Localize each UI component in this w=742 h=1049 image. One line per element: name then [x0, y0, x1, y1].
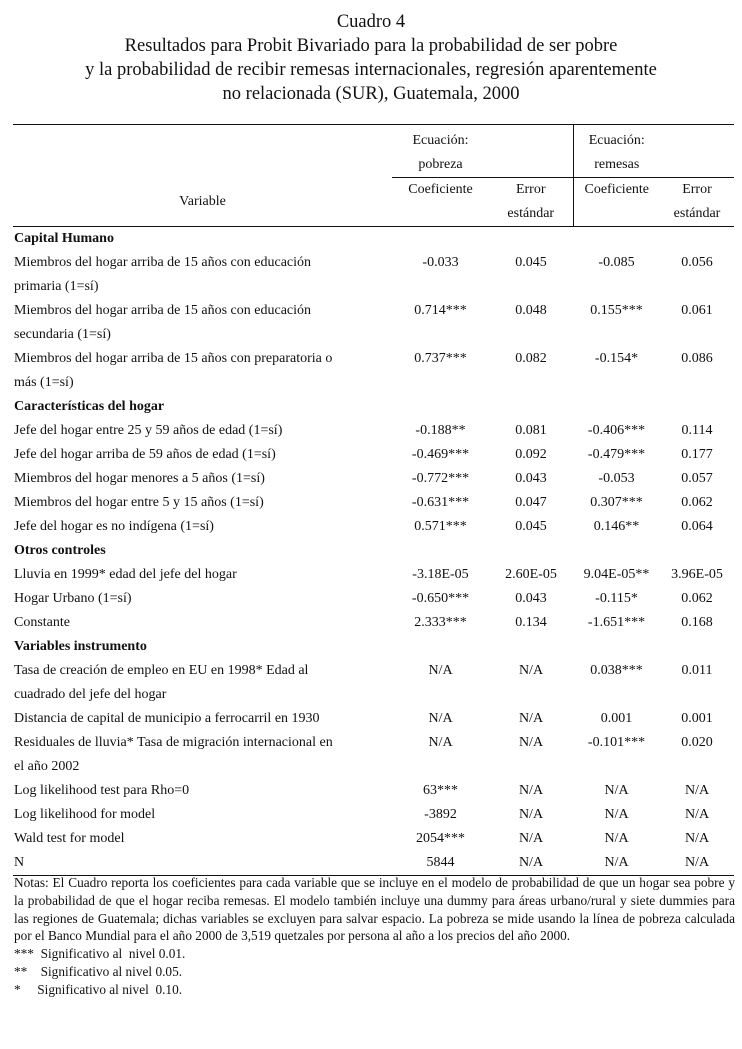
- table-number: Cuadro 4: [336, 12, 406, 32]
- table-row: [13, 491, 734, 515]
- eq-pov-label-b: pobreza: [418, 157, 463, 172]
- significance-note-2: ** Significativo al nivel 0.05.: [14, 963, 183, 979]
- rem-err: N/A: [684, 783, 710, 798]
- pov-coef: 0.571***: [414, 519, 467, 534]
- pov-err: N/A: [518, 831, 544, 846]
- rem-err: 0.114: [681, 423, 713, 438]
- rem-err: N/A: [684, 807, 710, 822]
- rem-err: 0.011: [681, 663, 713, 678]
- rem-coef: 0.038***: [590, 663, 643, 678]
- pov-err: 0.043: [515, 591, 547, 606]
- rem-coef: 0.307***: [590, 495, 643, 510]
- pov-err-header-b: estándar: [489, 202, 573, 227]
- table-row: [13, 563, 734, 587]
- row-label: N: [13, 851, 392, 876]
- table-row: [13, 851, 734, 876]
- table-row: [13, 707, 734, 731]
- table-row: [13, 251, 734, 299]
- pov-err: 0.045: [515, 519, 547, 534]
- table-row: [13, 659, 734, 707]
- pov-err: 0.082: [515, 351, 547, 366]
- rem-err: 0.001: [681, 711, 713, 726]
- rem-coef: N/A: [604, 807, 629, 822]
- table-row: [13, 467, 734, 491]
- table-row: [13, 299, 734, 347]
- table-row: [13, 803, 734, 827]
- row-label: Miembros del hogar arriba de 15 años con preparatoria o: [14, 351, 333, 366]
- rem-coef: -0.406***: [587, 423, 646, 438]
- pov-coef-header: Coeficiente: [392, 178, 489, 203]
- rem-coef: N/A: [604, 783, 629, 798]
- row-label: Tasa de creación de empleo en EU en 1998* Edad al: [14, 663, 309, 678]
- pov-err: 0.092: [515, 447, 547, 462]
- table-caption: [0, 10, 742, 106]
- pov-err: N/A: [518, 735, 544, 750]
- pov-err: N/A: [489, 851, 573, 876]
- row-label-cont: secundaria (1=sí): [14, 327, 111, 342]
- section-capital-humano: Capital Humano: [14, 231, 114, 246]
- rem-coef: N/A: [604, 831, 629, 846]
- rem-err: 0.062: [681, 495, 713, 510]
- row-label: Lluvia en 1999* edad del jefe del hogar: [14, 567, 237, 582]
- row-label-cont: primaria (1=sí): [14, 279, 99, 294]
- rem-coef-header: Coeficiente: [573, 178, 660, 203]
- section-caracteristicas-hogar: Características del hogar: [14, 399, 165, 414]
- rem-coef: -0.085: [598, 255, 635, 270]
- rem-err: 0.061: [681, 303, 713, 318]
- rem-err: 0.062: [681, 591, 713, 606]
- pov-coef: -0.188**: [415, 423, 466, 438]
- rem-coef: -1.651***: [587, 615, 646, 630]
- rem-coef: N/A: [573, 851, 660, 876]
- pov-coef: -3892: [424, 807, 457, 822]
- pov-coef: 2054***: [416, 831, 465, 846]
- pov-coef: -3.18E-05: [412, 567, 469, 582]
- table-row: [13, 515, 734, 539]
- pov-err: 0.047: [515, 495, 547, 510]
- pov-err: 0.048: [515, 303, 547, 318]
- row-label: Jefe del hogar arriba de 59 años de edad (1=sí): [14, 447, 276, 462]
- row-label: Residuales de lluvia* Tasa de migración internacional en: [14, 735, 333, 750]
- eq-rem-label-a: Ecuación:: [573, 125, 660, 154]
- row-label: Wald test for model: [14, 831, 125, 846]
- rem-coef: 9.04E-05**: [583, 567, 650, 582]
- rem-coef: -0.101***: [587, 735, 646, 750]
- section-otros-controles: Otros controles: [14, 543, 106, 558]
- rem-err: N/A: [660, 851, 734, 876]
- rem-coef: -0.479***: [587, 447, 646, 462]
- row-label: Miembros del hogar entre 5 y 15 años (1=sí): [14, 495, 264, 510]
- pov-coef: 2.333***: [414, 615, 467, 630]
- row-label: Constante: [14, 615, 70, 630]
- rem-err: 0.020: [681, 735, 713, 750]
- rem-coef: 0.155***: [590, 303, 643, 318]
- pov-err: 0.134: [515, 615, 547, 630]
- table-row: [13, 827, 734, 851]
- pov-coef: N/A: [428, 711, 453, 726]
- rem-err: 0.057: [681, 471, 713, 486]
- rem-err: 0.056: [681, 255, 713, 270]
- pov-coef: N/A: [428, 735, 453, 750]
- rem-err: 3.96E-05: [671, 567, 723, 582]
- results-table: [13, 124, 734, 876]
- row-label: Log likelihood test para Rho=0: [14, 783, 190, 798]
- significance-note-1: *** Significativo al nivel 0.01.: [14, 946, 186, 962]
- pov-coef: N/A: [428, 663, 453, 678]
- rem-err: 0.168: [681, 615, 713, 630]
- table-notes: [14, 874, 735, 999]
- row-label: Miembros del hogar arriba de 15 años con educación: [14, 303, 312, 318]
- row-label: Distancia de capital de municipio a ferrocarril en 1930: [14, 711, 320, 726]
- eq-rem-label-b: remesas: [573, 153, 660, 178]
- row-label: Hogar Urbano (1=sí): [14, 591, 132, 606]
- table-title-line-3: no relacionada (SUR), Guatemala, 2000: [222, 84, 520, 104]
- table-row: [13, 587, 734, 611]
- row-label-cont: cuadrado del jefe del hogar: [14, 687, 167, 702]
- row-label: Jefe del hogar es no indígena (1=sí): [14, 519, 214, 534]
- pov-coef: 63***: [423, 783, 458, 798]
- rem-coef: -0.115*: [595, 591, 638, 606]
- table-row: [13, 347, 734, 395]
- rem-coef: -0.053: [598, 471, 635, 486]
- table-title-line-2: y la probabilidad de recibir remesas internacionales, regresión aparentemente: [85, 60, 657, 80]
- pov-err: N/A: [518, 807, 544, 822]
- pov-err: 2.60E-05: [505, 567, 557, 582]
- rem-coef: 0.001: [600, 711, 633, 726]
- rem-err: 0.086: [681, 351, 713, 366]
- rem-err: 0.177: [681, 447, 713, 462]
- pov-coef: 0.714***: [414, 303, 467, 318]
- rem-err: N/A: [684, 831, 710, 846]
- pov-err-header-a: Error: [489, 178, 573, 203]
- table-row: [13, 443, 734, 467]
- rem-coef: 0.146**: [593, 519, 640, 534]
- rem-err-header-b: estándar: [660, 202, 734, 227]
- pov-err: 0.043: [515, 471, 547, 486]
- rem-coef: -0.154*: [594, 351, 639, 366]
- table-row: [13, 779, 734, 803]
- pov-err: N/A: [518, 783, 544, 798]
- pov-err: N/A: [518, 663, 544, 678]
- section-variables-instrumento: Variables instrumento: [14, 639, 147, 654]
- pov-err: 0.081: [515, 423, 547, 438]
- notes-text: Notas: El Cuadro reporta los coeficientes para cada variable que se incluye en el modelo de probabilidad de que un hogar sea pobre y la probabilidad de que el hogar reciba remesas. El modelo también incluye una dummy para áreas urbano/rural y siete dummies para las regiones de Guatemala; dichas variables se excluyen para salvar espacio. La pobreza se mide usando la línea de pobreza calculada por el Banco Mundial para el año 2000 de 3,519 quetzales por persona al año a los precios del año 2000.: [14, 875, 735, 944]
- row-label-cont: más (1=sí): [14, 375, 74, 390]
- row-label: Miembros del hogar menores a 5 años (1=sí): [14, 471, 265, 486]
- significance-note-3: * Significativo al nivel 0.10.: [14, 981, 183, 997]
- row-label: Miembros del hogar arriba de 15 años con educación: [14, 255, 312, 270]
- pov-coef: -0.631***: [411, 495, 470, 510]
- pov-err: N/A: [518, 711, 544, 726]
- table-title-line-1: Resultados para Probit Bivariado para la probabilidad de ser pobre: [124, 36, 618, 56]
- table-row: [13, 419, 734, 443]
- variable-header: Variable: [13, 178, 392, 227]
- rem-err-header-a: Error: [660, 178, 734, 203]
- pov-coef: 0.737***: [414, 351, 467, 366]
- row-label-cont: el año 2002: [14, 759, 80, 774]
- table-row: [13, 731, 734, 779]
- pov-coef: -0.469***: [411, 447, 470, 462]
- pov-coef: -0.650***: [411, 591, 470, 606]
- eq-pov-label-a: Ecuación:: [392, 125, 489, 154]
- rem-err: 0.064: [681, 519, 713, 534]
- table-row: [13, 611, 734, 635]
- pov-err: 0.045: [515, 255, 547, 270]
- pov-coef: 5844: [392, 851, 489, 876]
- row-label: Log likelihood for model: [14, 807, 156, 822]
- pov-coef: -0.772***: [411, 471, 470, 486]
- pov-coef: -0.033: [422, 255, 459, 270]
- row-label: Jefe del hogar entre 25 y 59 años de edad (1=sí): [14, 423, 283, 438]
